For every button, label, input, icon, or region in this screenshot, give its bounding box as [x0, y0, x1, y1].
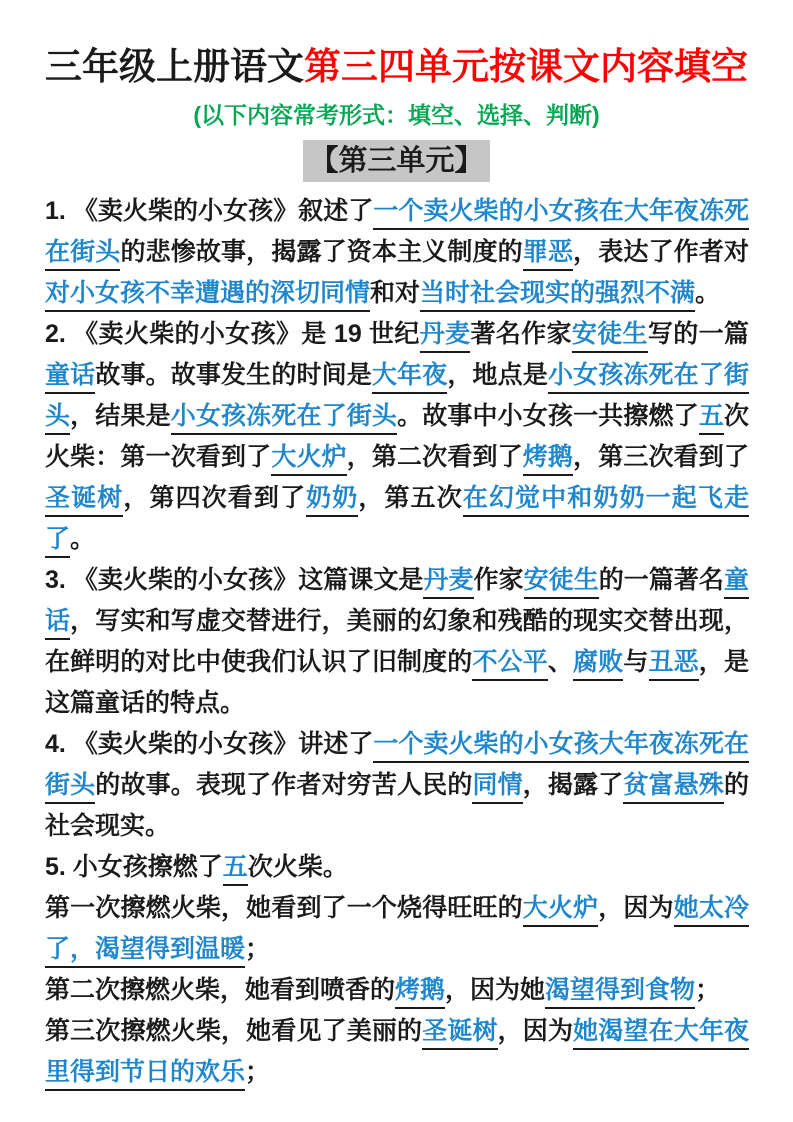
paragraph-2 — [45, 314, 749, 560]
text-run: ，是这篇童话的特点。 — [45, 648, 749, 717]
answer-blank: 烤鹅 — [395, 976, 445, 1009]
text-run: ，第三次看到了 — [573, 443, 749, 471]
answer-blank: 大火炉 — [271, 443, 346, 476]
answer-blank: 圣诞树 — [45, 484, 123, 517]
text-run: 作家 — [473, 566, 524, 594]
paragraph-6 — [45, 888, 749, 970]
text-run: ，结果是 — [70, 402, 171, 430]
answer-blank: 圣诞树 — [422, 1017, 497, 1050]
answer-blank: 丹麦 — [423, 566, 473, 599]
answer-blank: 罪恶 — [523, 238, 573, 271]
text-run: 1. 《卖火柴的小女孩》叙述了 — [45, 197, 374, 225]
answer-blank: 安徒生 — [572, 320, 648, 353]
answer-blank: 小女孩冻死在了街头 — [171, 402, 397, 435]
text-run: 3. 《卖火柴的小女孩》这篇课文是 — [45, 566, 424, 594]
answer-blank: 五 — [223, 853, 248, 886]
text-run: 。 — [70, 525, 96, 553]
text-run: 。 — [695, 279, 721, 307]
text-run: ，第二次看到了 — [346, 443, 523, 471]
section-header-unit3: 【第三单元】 — [303, 140, 489, 182]
answer-blank: 五 — [699, 402, 724, 435]
text-run: ，第五次 — [358, 484, 463, 512]
page-title — [0, 44, 793, 90]
answer-blank: 一个卖火柴的小女孩在大年夜冻死在街头 — [45, 197, 749, 271]
answer-blank: 丹麦 — [420, 320, 471, 353]
answer-blank: 丑恶 — [649, 648, 699, 681]
answer-blank: 童话 — [45, 361, 95, 394]
text-run: 、 — [547, 648, 574, 676]
paragraph-3 — [45, 560, 749, 724]
text-run: 的故事。表现了作者对穷苦人民的 — [95, 771, 473, 799]
text-run: 4. 《卖火柴的小女孩》讲述了 — [45, 730, 374, 758]
answer-blank: 渴望得到食物 — [545, 976, 695, 1009]
text-run: 第二次擦燃火柴，她看到喷香的 — [45, 976, 396, 1004]
section-header-row — [0, 140, 793, 182]
title-topic: 第三四单元按课文内容填空 — [304, 46, 748, 87]
answer-blank: 小女孩冻死在了街头 — [45, 361, 749, 435]
text-run: 第三次擦燃火柴，她看见了美丽的 — [45, 1017, 423, 1045]
text-run: ，第四次看到了 — [123, 484, 307, 512]
text-run: 著名作家 — [470, 320, 572, 348]
text-run: ，因为她 — [445, 976, 546, 1004]
answer-blank: 奶奶 — [306, 484, 358, 517]
text-run: 的社会现实。 — [45, 771, 749, 840]
text-run: 次火柴。 — [247, 853, 348, 881]
answer-blank: 安徒生 — [524, 566, 599, 599]
answer-blank: 对小女孩不幸遭遇的深切同情 — [45, 279, 370, 312]
answer-blank: 烤鹅 — [523, 443, 573, 476]
answer-blank: 她渴望在大年夜里得到节日的欢乐 — [45, 1017, 749, 1091]
answer-blank: 大年夜 — [372, 361, 447, 394]
text-run: ，表达了作者对 — [573, 238, 749, 266]
text-run: 的一篇著名 — [598, 566, 724, 594]
answer-blank: 腐败 — [573, 648, 623, 681]
text-run: 和对 — [370, 279, 421, 307]
answer-blank: 在幻觉中和奶奶一起飞走了 — [45, 484, 749, 558]
text-run: ，揭露了 — [522, 771, 624, 799]
paragraph-7 — [45, 970, 749, 1011]
answer-blank: 她太冷了，渴望得到温暖 — [45, 894, 749, 968]
subtitle-exam-forms: (以下内容常考形式：填空、选择、判断) — [193, 102, 600, 128]
text-run: ，因为 — [598, 894, 674, 922]
paragraph-5 — [45, 847, 749, 888]
text-run: ，地点是 — [447, 361, 548, 389]
text-run: ； — [245, 935, 271, 963]
answer-blank: 贫富悬殊 — [623, 771, 724, 804]
text-run: 的悲惨故事，揭露了资本主义制度的 — [120, 238, 523, 266]
paragraph-4 — [45, 724, 749, 847]
answer-blank: 大火炉 — [523, 894, 598, 927]
answer-blank: 一个卖火柴的小女孩大年夜冻死在街头 — [45, 730, 749, 804]
answer-blank: 同情 — [472, 771, 522, 804]
text-run: 次火柴：第一次看到了 — [45, 402, 749, 471]
answer-blank: 童话 — [45, 566, 749, 640]
text-run: 故事。故事发生的时间是 — [95, 361, 372, 389]
text-run: 5. 小女孩擦燃了 — [45, 853, 223, 881]
text-run: 写的一篇 — [647, 320, 749, 348]
paragraph-1 — [45, 191, 749, 314]
content-body — [0, 182, 793, 1093]
text-run: ，写实和写虚交替进行，美丽的幻象和残酷的现实交替出现，在鲜明的对比中使我们认识了旧制度的 — [45, 607, 749, 676]
text-run: 。故事中小女孩一共擦燃了 — [397, 402, 699, 430]
answer-blank: 当时社会现实的强烈不满 — [420, 279, 695, 312]
text-run: ； — [695, 976, 721, 1004]
text-run: ； — [245, 1058, 271, 1086]
answer-blank: 不公平 — [472, 648, 547, 681]
text-run: 2. 《卖火柴的小女孩》是 19 世纪 — [45, 320, 420, 348]
text-run: ，因为 — [497, 1017, 574, 1045]
text-run: 与 — [623, 648, 649, 676]
title-course-name: 三年级上册语文 — [45, 46, 304, 87]
text-run: 第一次擦燃火柴，她看到了一个烧得旺旺的 — [45, 894, 523, 922]
paragraph-8 — [45, 1011, 749, 1093]
